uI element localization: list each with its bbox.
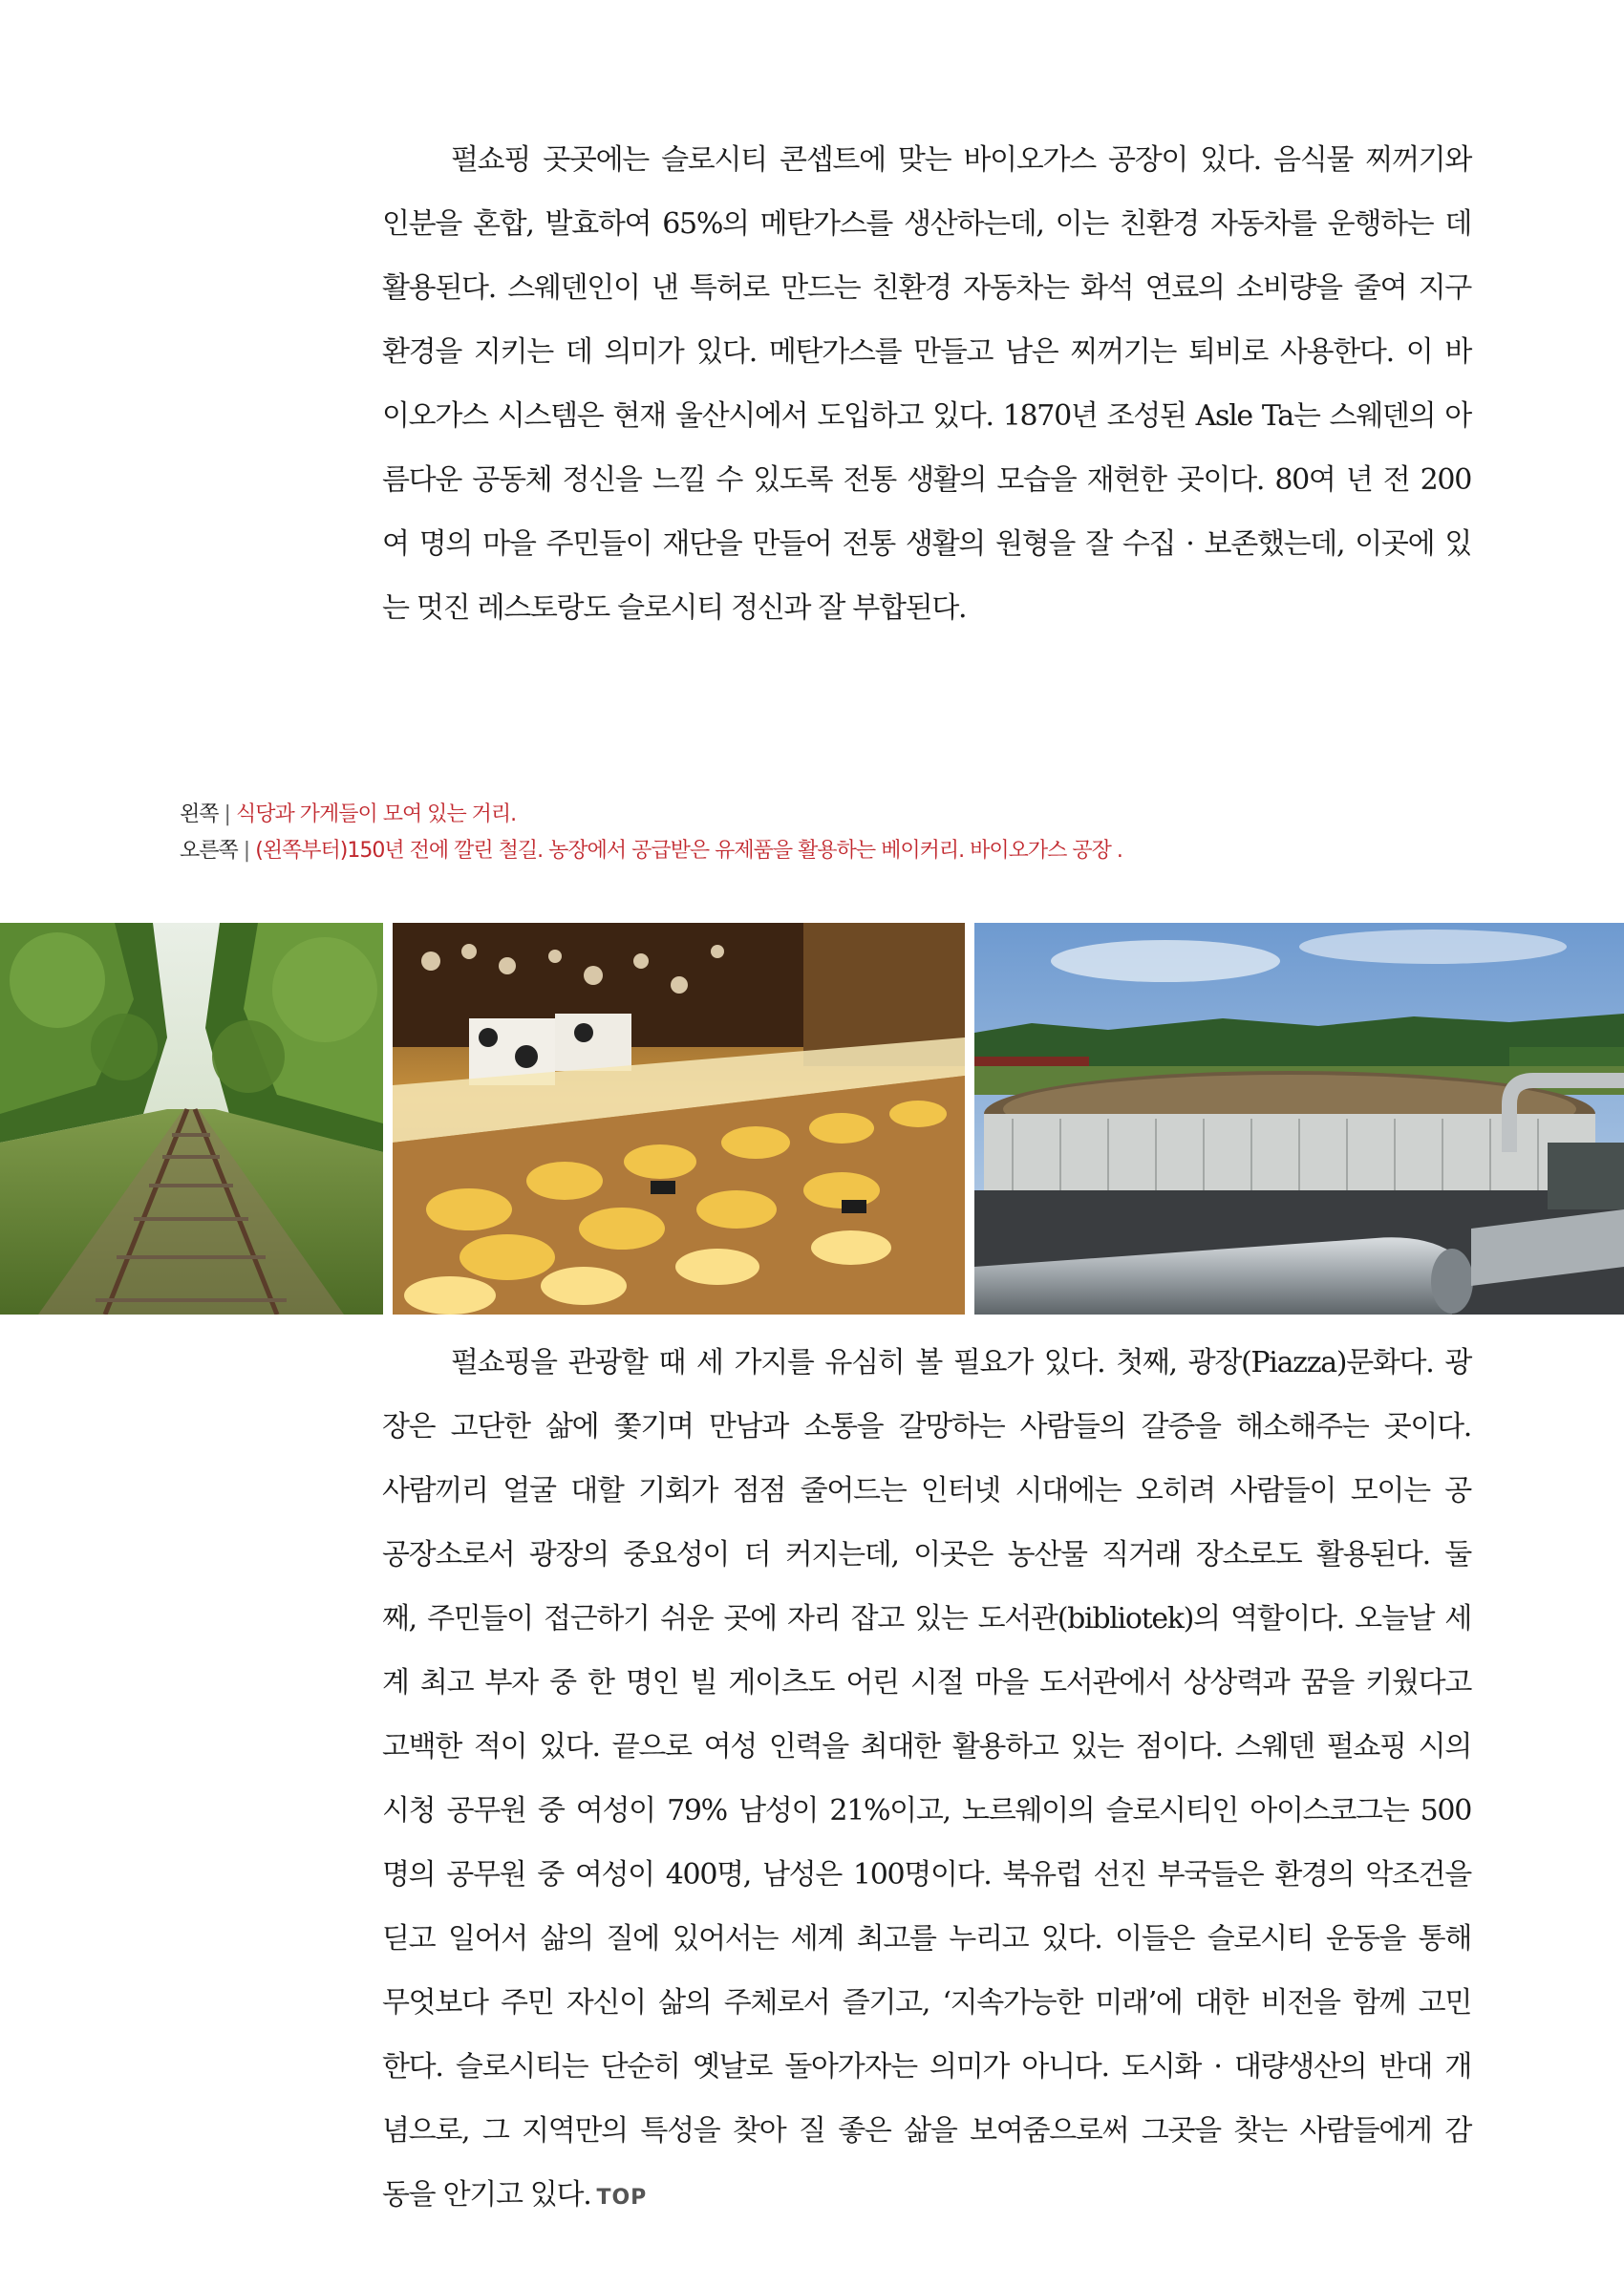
- text-line: 환경을 지키는 데 의미가 있다. 메탄가스를 만들고 남은 찌꺼기는 퇴비로 사용한다. 이 바: [382, 335, 1471, 369]
- text-line: 펄쇼핑 곳곳에는 슬로시티 콘셉트에 맞는 바이오가스 공장이 있다. 음식물 찌꺼기와: [451, 143, 1471, 177]
- text-line: 고백한 적이 있다. 끝으로 여성 인력을 최대한 활용하고 있는 점이다. 스웨덴 펄쇼핑 시의: [382, 1730, 1471, 1764]
- caption-left-label: 왼쪽: [180, 802, 219, 826]
- photo-captions: [180, 797, 1122, 869]
- biogas-plant-photo: [974, 923, 1624, 1315]
- text-line: 는 멋진 레스토랑도 슬로시티 정신과 잘 부합된다.: [382, 591, 967, 625]
- article-paragraph-1: [382, 128, 1471, 640]
- text-line: 장은 고단한 삶에 쫓기며 만남과 소통을 갈망하는 사람들의 갈증을 해소해주는 곳이다.: [382, 1410, 1471, 1443]
- caption-right-text: (왼쪽부터)150년 전에 깔린 철길. 농장에서 공급받은 유제품을 활용하는 베이커리. 바이오가스 공장 .: [255, 839, 1122, 863]
- text-line: 한다. 슬로시티는 단순히 옛날로 돌아가자는 의미가 아니다. 도시화 · 대량생산의 반대 개: [382, 2050, 1471, 2084]
- photo-strip: [0, 923, 1624, 1315]
- text-line: 여 명의 마을 주민들이 재단을 만들어 전통 생활의 원형을 잘 수집 · 보존했는데, 이곳에 있: [382, 527, 1471, 561]
- article-paragraph-2: [382, 1331, 1471, 2230]
- text-line: 활용된다. 스웨덴인이 낸 특허로 만드는 친환경 자동차는 화석 연료의 소비량을 줄여 지구: [382, 271, 1471, 305]
- text-line: 무엇보다 주민 자신이 삶의 주체로서 즐기고, ‘지속가능한 미래’에 대한 비전을 함께 고민: [382, 1986, 1471, 2020]
- caption-right: [180, 833, 1122, 869]
- text-line: 계 최고 부자 중 한 명인 빌 게이츠도 어린 시절 마을 도서관에서 상상력과 꿈을 키웠다고: [382, 1666, 1471, 1700]
- text-line: 름다운 공동체 정신을 느낄 수 있도록 전통 생활의 모습을 재현한 곳이다. 80여 년 전 200: [382, 463, 1471, 497]
- text-line: 이오가스 시스템은 현재 울산시에서 도입하고 있다. 1870년 조성된 Asle Ta는 스웨덴의 아: [382, 399, 1471, 433]
- text-line: 동을 안기고 있다.: [382, 2178, 591, 2212]
- text-line: 념으로, 그 지역만의 특성을 찾아 질 좋은 삶을 보여줌으로써 그곳을 찾는 사람들에게 감: [382, 2114, 1471, 2148]
- caption-right-label: 오른쪽: [180, 839, 238, 863]
- text-line: 인분을 혼합, 발효하여 65%의 메탄가스를 생산하는데, 이는 친환경 자동차를 운행하는 데: [382, 207, 1471, 241]
- bakery-photo: [393, 923, 965, 1315]
- text-line: 째, 주민들이 접근하기 쉬운 곳에 자리 잡고 있는 도서관(bibliotek)의 역할이다. 오늘날 세: [382, 1602, 1471, 1636]
- caption-separator: |: [224, 802, 230, 826]
- caption-left-text: 식당과 가게들이 모여 있는 거리.: [235, 802, 517, 826]
- top-end-mark: TOP: [596, 2186, 648, 2210]
- text-line: 펄쇼핑을 관광할 때 세 가지를 유심히 볼 필요가 있다. 첫째, 광장(Piazza)문화다. 광: [451, 1346, 1471, 1379]
- railway-photo: [0, 923, 383, 1315]
- text-line: 사람끼리 얼굴 대할 기회가 점점 줄어드는 인터넷 시대에는 오히려 사람들이 모이는 공: [382, 1474, 1471, 1508]
- text-line: 명의 공무원 중 여성이 400명, 남성은 100명이다. 북유럽 선진 부국들은 환경의 악조건을: [382, 1858, 1471, 1892]
- text-line: 딛고 일어서 삶의 질에 있어서는 세계 최고를 누리고 있다. 이들은 슬로시티 운동을 통해: [382, 1922, 1471, 1956]
- final-line: [382, 2163, 1471, 2230]
- text-line: 공장소로서 광장의 중요성이 더 커지는데, 이곳은 농산물 직거래 장소로도 활용된다. 둘: [382, 1538, 1471, 1572]
- caption-left: [180, 797, 1122, 833]
- caption-separator: |: [243, 839, 250, 863]
- text-line: 시청 공무원 중 여성이 79% 남성이 21%이고, 노르웨이의 슬로시티인 아이스코그는 500: [382, 1794, 1471, 1828]
